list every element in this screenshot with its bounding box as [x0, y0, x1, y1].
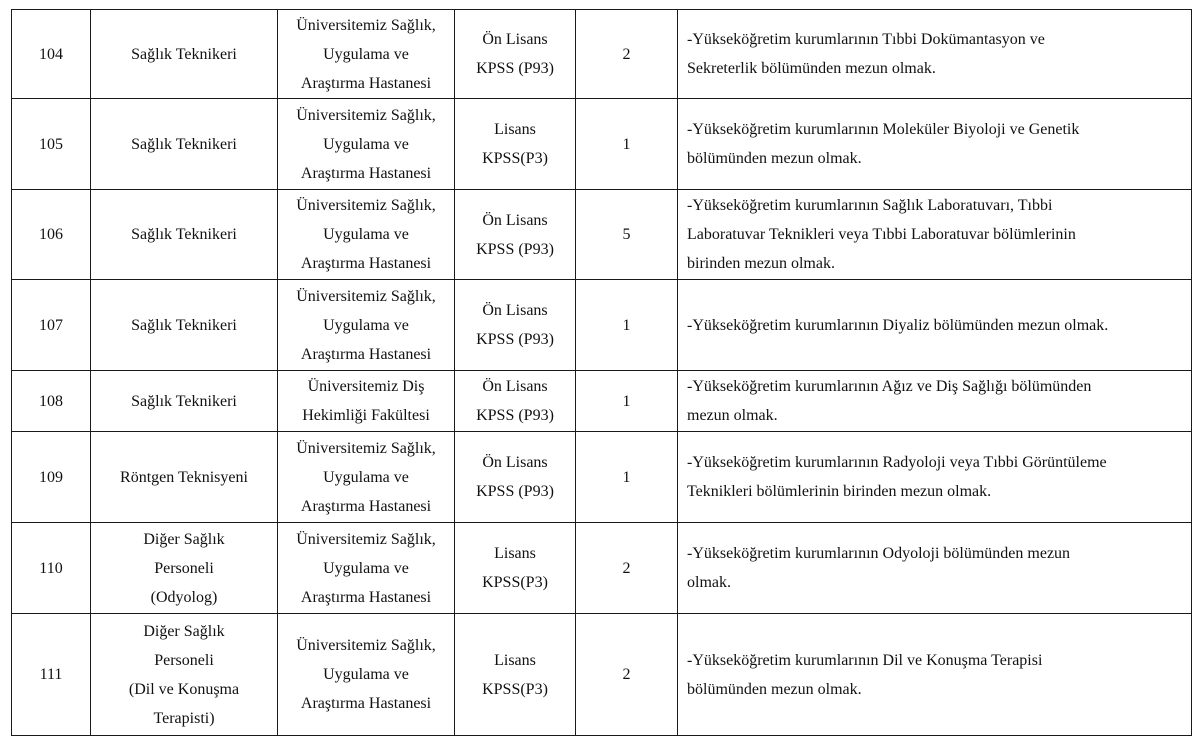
requirement-cell [678, 280, 1192, 371]
position-count: 1 [622, 468, 631, 486]
unit-line: Araştırma Hastanesi [300, 497, 432, 515]
unit-line: Uygulama ve [323, 135, 409, 153]
education-level-line: Ön Lisans [482, 211, 548, 229]
positions-table [11, 9, 1192, 736]
requirement-cell [678, 190, 1192, 280]
education-level-line: KPSS (P93) [476, 331, 554, 348]
position-count-cell [576, 371, 678, 432]
position-title-cell [91, 523, 278, 614]
requirement-cell [678, 371, 1192, 432]
education-level-cell [455, 371, 576, 432]
education-level-line: Lisans [494, 545, 536, 562]
education-level-line: Ön Lisans [482, 378, 548, 395]
position-title-line: Diğer Sağlık [143, 530, 225, 548]
requirement-line: -Yükseköğretim kurumlarının Radyoloji veya Tıbbi Görüntüleme [687, 454, 1107, 471]
position-title-cell [91, 10, 278, 99]
position-title-line: Sağlık Teknikeri [131, 316, 237, 334]
position-title-line: (Dil ve Konuşma [128, 680, 240, 698]
requirement-line: mezun olmak. [687, 407, 778, 424]
unit-cell [278, 614, 455, 736]
position-count-cell [576, 190, 678, 280]
row-number: 105 [39, 135, 63, 153]
unit-line: Uygulama ve [323, 316, 409, 334]
unit-line: Üniversitemiz Sağlık, [296, 287, 436, 305]
unit-line: Araştırma Hastanesi [300, 74, 432, 92]
unit-line: Uygulama ve [323, 226, 409, 243]
education-level-line: KPSS (P93) [476, 483, 554, 500]
unit-line: Üniversitemiz Diş [307, 378, 425, 395]
table-row [12, 99, 1192, 190]
unit-line: Araştırma Hastanesi [300, 695, 432, 712]
position-title-line: (Odyolog) [150, 588, 218, 606]
unit-cell [278, 371, 455, 432]
position-title-line: Personeli [154, 651, 214, 669]
position-count: 2 [622, 559, 631, 577]
position-title-line: Terapisti) [153, 709, 215, 727]
row-number-cell [12, 523, 91, 614]
requirement-line: Sekreterlik bölümünden mezun olmak. [687, 60, 936, 77]
position-count: 1 [622, 392, 631, 410]
unit-line: Üniversitemiz Sağlık, [296, 16, 436, 34]
requirement-line: Teknikleri bölümlerinin birinden mezun olmak. [687, 483, 992, 500]
row-number: 106 [39, 226, 63, 243]
position-title-line: Röntgen Teknisyeni [120, 468, 248, 486]
requirement-line: Laboratuvar Teknikleri veya Tıbbi Laboratuvar bölümlerinin [687, 226, 1076, 243]
position-title-line: Sağlık Teknikeri [131, 226, 237, 243]
education-level-cell [455, 614, 576, 736]
education-level-cell [455, 432, 576, 523]
table-row [12, 371, 1192, 432]
position-count: 1 [622, 135, 631, 153]
unit-line: Uygulama ve [323, 45, 409, 63]
row-number: 110 [39, 559, 63, 577]
unit-line: Hekimliği Fakültesi [302, 407, 430, 424]
unit-cell [278, 280, 455, 371]
row-number-cell [12, 280, 91, 371]
unit-line: Araştırma Hastanesi [300, 255, 432, 272]
education-level-cell [455, 523, 576, 614]
row-number: 108 [39, 392, 63, 410]
requirement-line: -Yükseköğretim kurumlarının Diyaliz bölümünden mezun olmak. [687, 316, 1109, 334]
unit-line: Üniversitemiz Sağlık, [296, 106, 436, 124]
row-number-cell [12, 99, 91, 190]
requirement-line: -Yükseköğretim kurumlarının Ağız ve Diş Sağlığı bölümünden [687, 378, 1092, 395]
unit-line: Araştırma Hastanesi [300, 164, 432, 182]
education-level-line: Ön Lisans [482, 302, 548, 319]
row-number-cell [12, 371, 91, 432]
education-level-line: Ön Lisans [482, 31, 548, 48]
position-count: 5 [622, 226, 631, 243]
requirement-cell [678, 523, 1192, 614]
unit-cell [278, 190, 455, 280]
education-level-line: Ön Lisans [482, 454, 548, 471]
requirement-cell [678, 614, 1192, 736]
position-title-cell [91, 432, 278, 523]
position-count-cell [576, 99, 678, 190]
table-row [12, 523, 1192, 614]
unit-line: Üniversitemiz Sağlık, [296, 197, 436, 214]
education-level-line: KPSS (P93) [476, 60, 554, 77]
position-title-cell [91, 99, 278, 190]
row-number-cell [12, 614, 91, 736]
education-level-cell [455, 99, 576, 190]
position-title-line: Diğer Sağlık [143, 622, 225, 640]
position-title-line: Sağlık Teknikeri [131, 45, 237, 63]
education-level-line: KPSS(P3) [482, 574, 548, 591]
row-number-cell [12, 190, 91, 280]
unit-line: Araştırma Hastanesi [300, 588, 432, 606]
position-count: 2 [622, 666, 631, 683]
requirement-line: -Yükseköğretim kurumlarının Tıbbi Dokümantasyon ve [687, 31, 1045, 48]
table-row [12, 10, 1192, 99]
position-title-cell [91, 614, 278, 736]
unit-cell [278, 432, 455, 523]
position-count-cell [576, 614, 678, 736]
unit-line: Üniversitemiz Sağlık, [296, 439, 436, 457]
position-count-cell [576, 280, 678, 371]
unit-cell [278, 523, 455, 614]
row-number: 109 [39, 468, 63, 486]
education-level-line: KPSS (P93) [476, 240, 554, 258]
table-row [12, 614, 1192, 736]
education-level-line: Lisans [494, 651, 536, 669]
unit-line: Üniversitemiz Sağlık, [296, 637, 436, 654]
education-level-cell [455, 280, 576, 371]
education-level-line: KPSS(P3) [482, 150, 548, 167]
requirement-cell [678, 99, 1192, 190]
unit-line: Uygulama ve [323, 559, 409, 577]
unit-line: Uygulama ve [323, 468, 409, 486]
position-count-cell [576, 432, 678, 523]
row-number: 107 [39, 316, 63, 334]
education-level-cell [455, 190, 576, 280]
requirement-line: bölümünden mezun olmak. [687, 150, 862, 167]
row-number: 111 [39, 666, 63, 683]
position-count-cell [576, 10, 678, 99]
requirement-cell [678, 432, 1192, 523]
position-count: 1 [622, 316, 631, 334]
unit-line: Üniversitemiz Sağlık, [296, 530, 436, 548]
position-title-line: Sağlık Teknikeri [131, 392, 237, 410]
requirement-cell [678, 10, 1192, 99]
requirement-line: -Yükseköğretim kurumlarının Moleküler Biyoloji ve Genetik [687, 121, 1080, 138]
requirement-line: -Yükseköğretim kurumlarının Sağlık Laboratuvarı, Tıbbi [687, 197, 1053, 214]
education-level-line: KPSS (P93) [476, 407, 554, 424]
education-level-line: KPSS(P3) [482, 680, 548, 698]
position-title-line: Sağlık Teknikeri [131, 135, 237, 153]
table-row [12, 190, 1192, 280]
row-number-cell [12, 10, 91, 99]
row-number-cell [12, 432, 91, 523]
requirement-line: -Yükseköğretim kurumlarının Odyoloji bölümünden mezun [687, 545, 1071, 562]
position-count-cell [576, 523, 678, 614]
positions-table-body [12, 10, 1192, 736]
unit-cell [278, 99, 455, 190]
position-title-cell [91, 280, 278, 371]
unit-cell [278, 10, 455, 99]
requirement-line: birinden mezun olmak. [687, 255, 835, 272]
position-title-line: Personeli [154, 559, 214, 577]
position-title-cell [91, 190, 278, 280]
row-number: 104 [39, 45, 63, 63]
requirement-line: -Yükseköğretim kurumlarının Dil ve Konuşma Terapisi [687, 651, 1043, 669]
education-level-line: Lisans [494, 121, 536, 138]
table-row [12, 280, 1192, 371]
requirement-line: bölümünden mezun olmak. [687, 680, 862, 698]
position-title-cell [91, 371, 278, 432]
requirement-line: olmak. [687, 574, 731, 591]
education-level-cell [455, 10, 576, 99]
table-row [12, 432, 1192, 523]
position-count: 2 [622, 45, 631, 63]
unit-line: Uygulama ve [323, 666, 409, 683]
unit-line: Araştırma Hastanesi [300, 345, 432, 363]
